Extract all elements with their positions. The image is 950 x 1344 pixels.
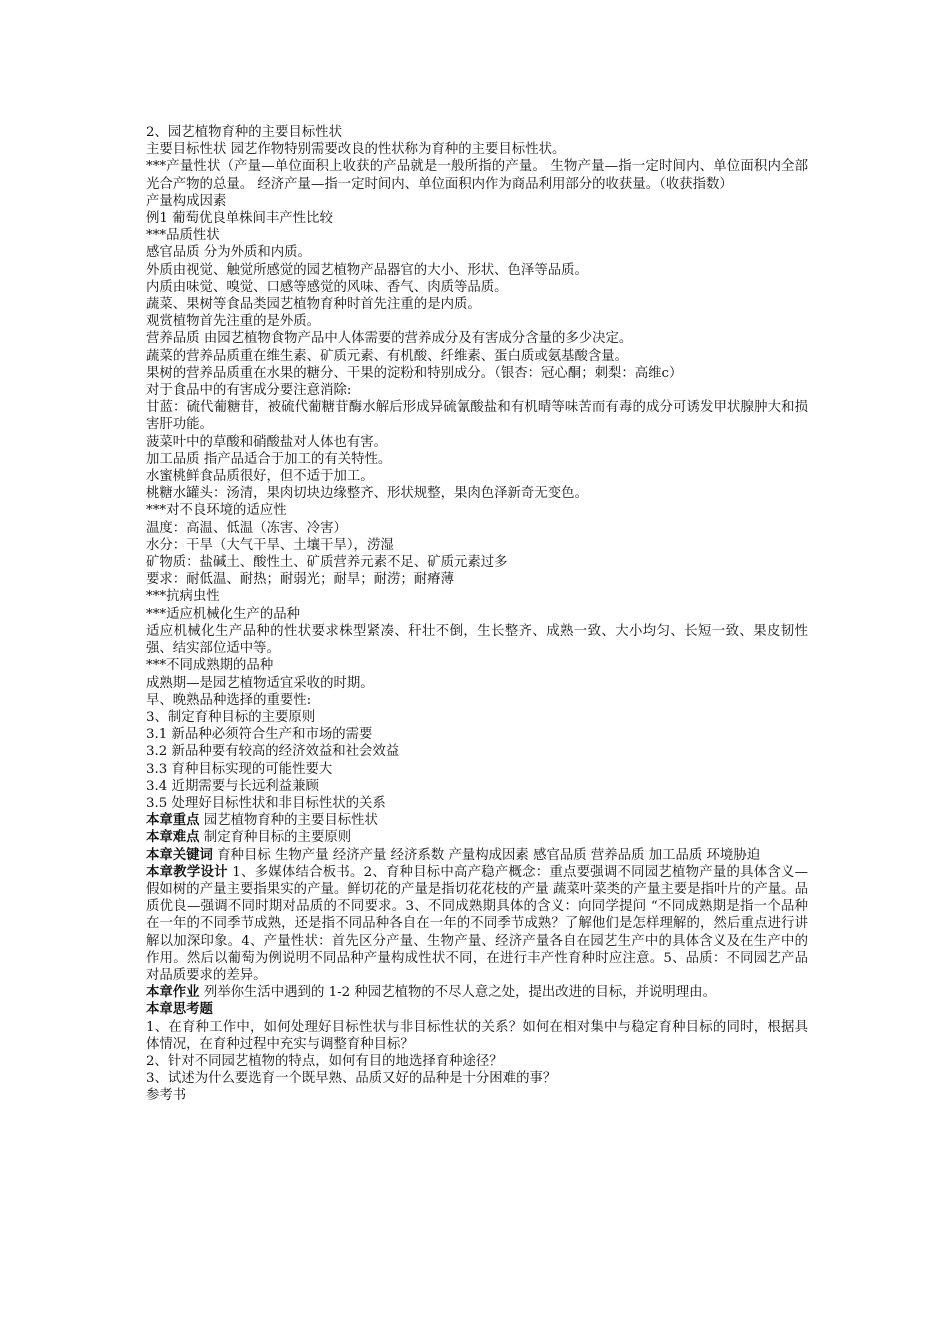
paragraph: 早、晚熟品种选择的重要性: [146,692,312,708]
paragraph: 水蜜桃鲜食品质很好，但不适于加工。 [146,469,374,485]
question-item: 1、在育种工作中，如何处理好目标性状与非目标性状的关系？如何在相对集中与稳定育种目标的同时，根据具体情况，在育种过程中充实与调整育种目标？ [146,1019,808,1052]
chapter-keywords [146,847,808,864]
paragraph: ***适应机械化生产的品种 [146,606,300,622]
question-item: 2、针对不同园艺植物的特点，如何有目的地选择育种途径？ [146,1053,503,1069]
summary-label: 本章教学设计 [146,863,228,880]
section-heading: 2、园艺植物育种的主要目标性状 [146,125,342,140]
paragraph: 加工品质 指产品适合于加工的有关特性。 [146,451,392,467]
principle-item: 3.4 近期需要与长远利益兼顾 [146,778,319,794]
paragraph: ***品质性状 [146,228,220,244]
paragraph: 蔬菜的营养品质重在维生素、矿质元素、有机酸、纤维素、蛋白质或氨基酸含量。 [146,348,629,364]
paragraph: 矿物质：盐碱土、酸性土、矿质营养元素不足、矿质元素过多 [146,555,508,571]
summary-text: 1、多媒体结合板书。2、育种目标中高产稳产概念：重点要强调不同园艺植物产量的具体含义—假如树的产量主要指果实的产量。鲜切花的产量是指切花花枝的产量 蔬菜叶菜类的产量主要是指叶片的产量。品质优良—强调不同时期对品质的不同要求。3、不同成熟期具体的含义：向同学提问 “不同成熟期是指一个品种在一年的不同季节成熟，还是指不同品种各自在一年的不同季节成熟？了解他们是怎样理解的，然后重点进行讲解以加深印象。4、产量性状：首先区分产量、生物产量、经济产量各自在园艺生产中的具体含义及在生产中的作用。然后以葡萄为例说明不同品种产量构成性状不同，在进行丰产性育种时应注意。5、品质：不同园艺产品对品质要求的差异。 [146,864,808,983]
paragraph: 蔬菜、果树等食品类园艺植物育种时首先注重的是内质。 [146,297,481,313]
paragraph: ***对不良环境的适应性 [146,503,287,519]
questions-heading: 本章思考题 [146,1001,213,1018]
paragraph: 适应机械化生产品种的性状要求株型紧凑、秆壮不倒，生长整齐、成熟一致、大小均匀、长短一致、果皮韧性强、结实部位适中等。 [146,623,808,657]
question-item: 3、试述为什么要选育一个既早熟、品质又好的品种是十分困难的事？ [146,1071,557,1087]
summary-label: 本章难点 [146,829,200,846]
paragraph: 主要目标性状 园艺作物特别需要改良的性状称为育种的主要目标性状。 [146,142,566,158]
chapter-homework [146,984,808,1001]
summary-text: 列举你生活中遇到的 1-2 种园艺植物的不尽人意之处，提出改进的目标，并说明理由。 [199,985,716,1001]
paragraph: 桃糖水罐头：汤清，果肉切块边缘整齐、形状规整，果肉色泽新奇无变色。 [146,486,588,502]
paragraph: 成熟期—是园艺植物适宜采收的时期。 [146,675,374,691]
paragraph: 对于食品中的有害成分要注意消除: [146,383,352,399]
paragraph: 内质由味觉、嗅觉、口感等感觉的风味、香气、肉质等品质。 [146,279,508,295]
paragraph: 菠菜叶中的草酸和硝酸盐对人体也有害。 [146,434,388,450]
principle-item: 3.5 处理好目标性状和非目标性状的关系 [146,795,386,811]
section-heading: 3、制定育种目标的主要原则 [146,709,316,725]
chapter-key-point [146,812,808,829]
summary-label: 本章关键词 [146,846,213,863]
paragraph: 例1 葡萄优良单株间丰产性比较 [146,211,333,227]
summary-text: 育种目标 生物产量 经济产量 经济系数 产量构成因素 感官品质 营养品质 加工品质 环境胁迫 [212,847,761,863]
paragraph: 外质由视觉、触觉所感觉的园艺植物产品器官的大小、形状、色泽等品质。 [146,262,588,278]
paragraph: 观赏植物首先注重的是外质。 [146,314,321,330]
chapter-teaching-design [146,864,808,984]
paragraph: 要求：耐低温、耐热；耐弱光；耐旱；耐涝；耐瘠薄 [146,572,454,588]
paragraph: 温度：高温、低温（冻害、冷害） [146,520,347,536]
references-heading: 参考书 [146,1088,187,1104]
paragraph: 果树的营养品质重在水果的糖分、干果的淀粉和特别成分。（银杏：冠心酮；刺梨：高维c） [146,365,683,381]
paragraph: ***抗病虫性 [146,589,220,605]
principle-item: 3.2 新品种要有较高的经济效益和社会效益 [146,744,400,760]
document-body [146,124,808,1105]
paragraph: ***产量性状（产量—单位面积上收获的产品就是一般所指的产量。 生物产量—指一定时间内、单位面积内全部光合产物的总量。 经济产量—指一定时间内、单位面积内作为商品利用部分的收获量。（收获指数） [146,159,808,192]
paragraph: ***不同成熟期的品种 [146,658,274,674]
summary-label: 本章作业 [146,984,200,1001]
summary-text: 制定育种目标的主要原则 [199,830,352,846]
summary-label: 本章重点 [146,812,200,829]
paragraph: 感官品质 分为外质和内质。 [146,245,311,261]
summary-text: 园艺植物育种的主要目标性状 [199,813,378,829]
principle-item: 3.1 新品种必须符合生产和市场的需要 [146,727,373,743]
paragraph: 水分：干旱（大气干旱、土壤干旱），涝湿 [146,537,394,553]
chapter-difficulty [146,829,808,846]
principle-item: 3.3 育种目标实现的可能性要大 [146,761,333,777]
paragraph: 产量构成因素 [146,193,227,209]
paragraph: 甘蓝：硫代葡糖苷，被硫代葡糖苷酶水解后形成异硫氰酸盐和有机晴等味苦而有毒的成分可诱发甲状腺肿大和损害肝功能。 [146,400,808,433]
paragraph: 营养品质 由园艺植物食物产品中人体需要的营养成分及有害成分含量的多少决定。 [146,331,633,347]
